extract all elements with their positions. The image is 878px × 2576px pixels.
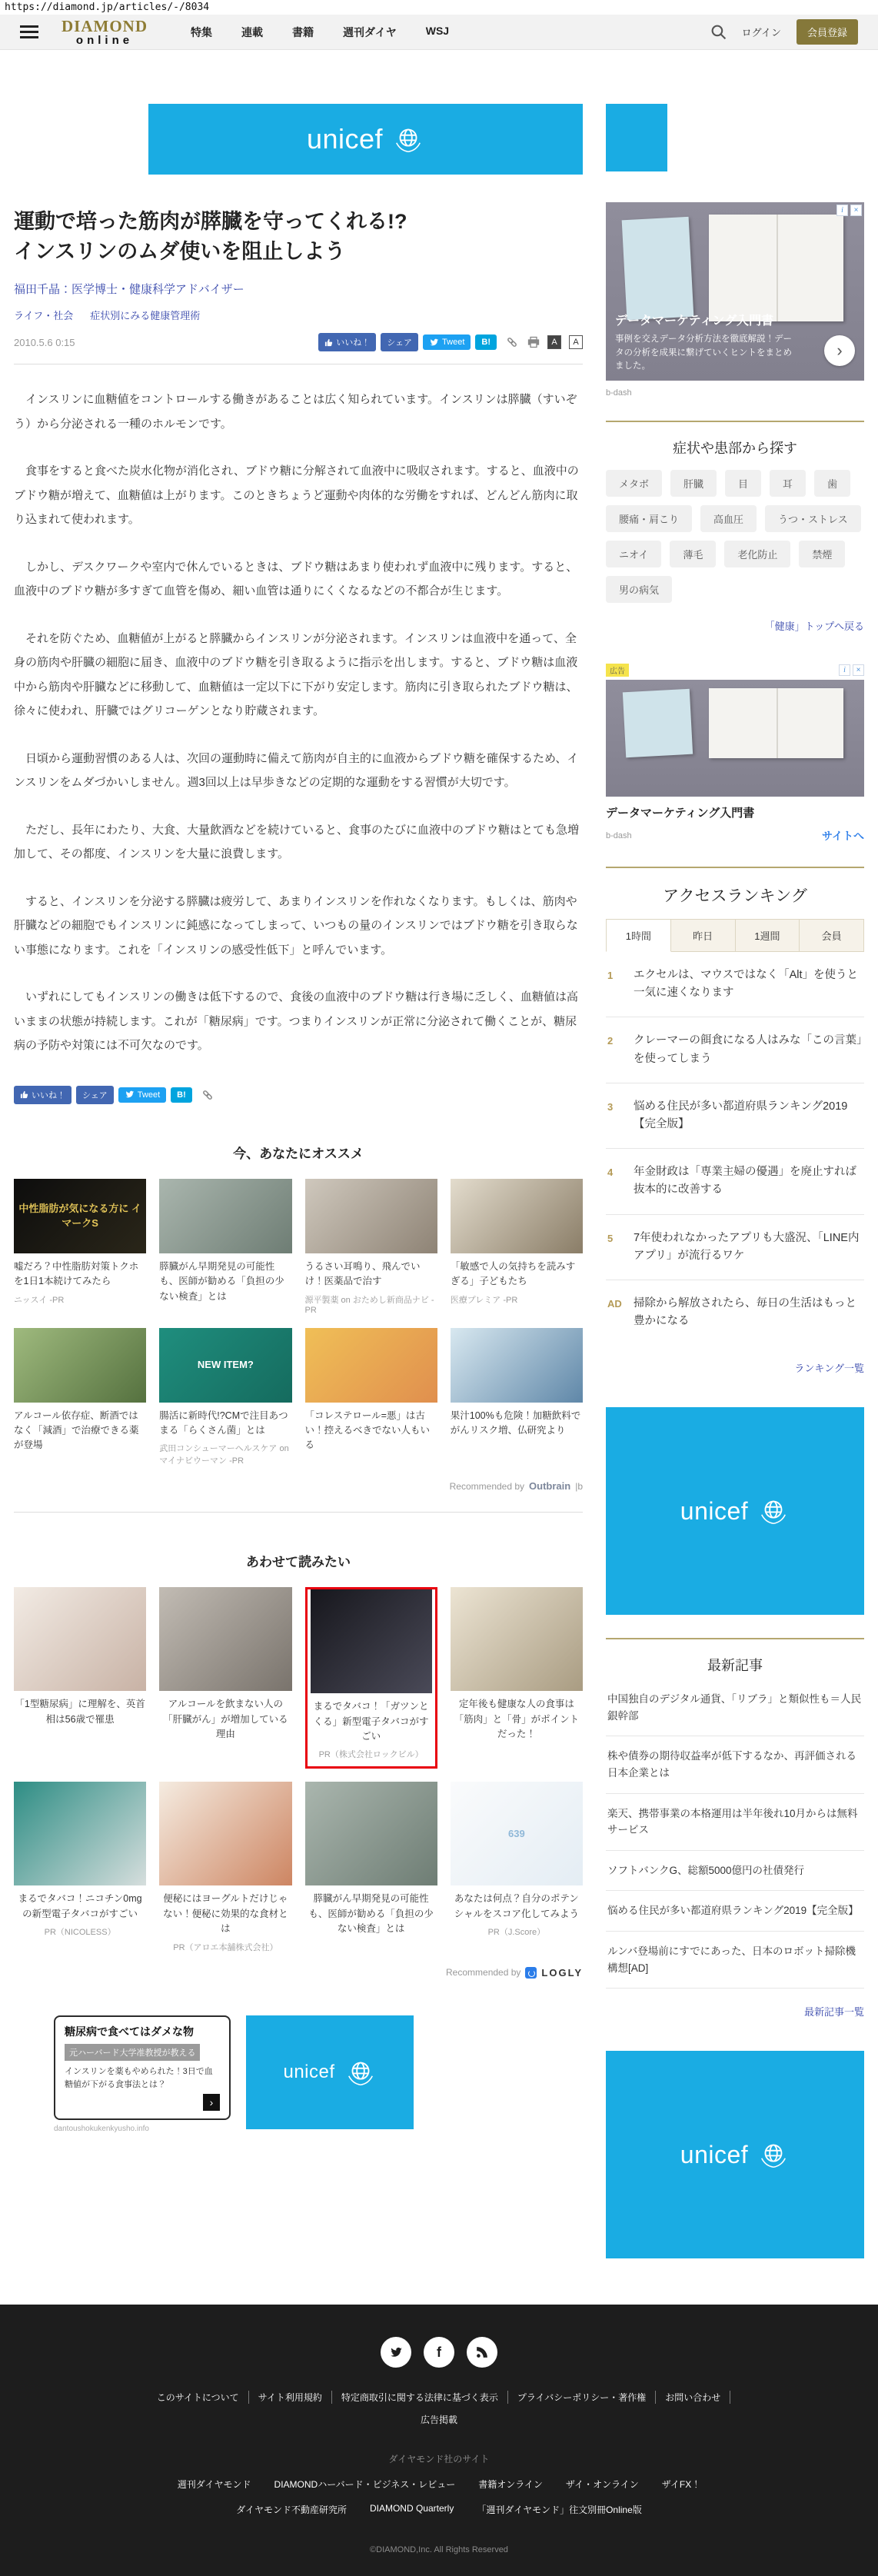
ranking-number: 2: [607, 1035, 614, 1047]
card-thumbnail: [14, 1179, 146, 1253]
ad-description: 事例を交えデータ分析方法を徹底解説！データの分析を成果に繋げていくヒントをまとめました。: [615, 334, 792, 371]
unicef-wordmark: unicef: [680, 2140, 749, 2168]
footer-link[interactable]: サイト利用規約: [249, 2391, 332, 2404]
logly-attribution[interactable]: Recommended by LOGLY: [446, 1966, 583, 1979]
ranking-number: AD: [607, 1297, 622, 1310]
sidebar: [606, 50, 864, 2258]
ad-controls: [836, 205, 862, 216]
ranking-tab[interactable]: 1週間: [736, 919, 800, 952]
card-thumbnail: [311, 1589, 432, 1693]
symptom-section-heading: 症状や患部から探す: [673, 441, 797, 456]
card-source: PR（株式会社ロックビル）: [318, 1750, 424, 1760]
sidebar-ad-data-marketing-2[interactable]: [606, 664, 864, 844]
unicef-wordmark: unicef: [306, 123, 384, 155]
card-title: 定年後も健康な人の食事は「筋肉」と「骨」がポイントだった！: [454, 1699, 580, 1740]
browser-url: https://diamond.jp/articles/-/8034: [0, 0, 878, 15]
card-thumbnail: [305, 1782, 437, 1885]
category-link-series[interactable]: 症状別にみる健康管理術: [90, 310, 201, 322]
card-image-text: [514, 1636, 520, 1642]
login-link[interactable]: ログイン: [741, 27, 781, 38]
sidebar-section-rule: [606, 421, 864, 422]
symptom-tag[interactable]: 高血圧: [700, 505, 757, 532]
ad-source: b-dash: [606, 388, 632, 398]
card-image-text: [77, 1636, 83, 1642]
card-image-text: [514, 1213, 520, 1219]
outbrain-attribution[interactable]: Recommended by Outbrain |b: [449, 1480, 583, 1493]
card-image-text: [77, 1362, 83, 1368]
ranking-title: エクセルは、マウスではなく「Alt」を使うと一気に速くなります: [634, 969, 858, 1000]
article-card[interactable]: [14, 1587, 146, 1731]
ad-close-icon[interactable]: ×: [853, 664, 864, 676]
symptom-tags: [606, 470, 864, 603]
book-cover-graphic: [622, 688, 693, 757]
recommend-cards-grid: [14, 1179, 583, 1467]
card-image-text: 中性脂肪が気になる方に イマークS: [18, 1202, 141, 1230]
card-image-text: [222, 1831, 228, 1837]
related-section-heading: あわせて読みたい: [246, 1555, 351, 1570]
tweet-button[interactable]: Tweet: [118, 1087, 166, 1103]
card-image-text: [222, 1213, 228, 1219]
ad-arrow-button[interactable]: ›: [824, 335, 855, 366]
article-card[interactable]: [305, 1328, 437, 1457]
card-title: あなたは何点？自分のポテンシャルをスコア化してみよう: [454, 1893, 579, 1919]
twitter-icon: [125, 1090, 135, 1099]
ranking-number: 1: [607, 970, 614, 981]
ranking-tab[interactable]: 1時間: [606, 919, 671, 952]
logly-icon: [525, 1967, 537, 1979]
latest-article-item[interactable]: 悩める住民が多い都道府県ランキング2019【完全版】: [606, 1891, 864, 1932]
footer-site-link[interactable]: 週刊ダイヤモンド: [177, 2479, 251, 2491]
card-title: 「敏感で人の気持ちを読みすぎる」子どもたち: [450, 1260, 576, 1287]
thumbs-up-icon: [20, 1090, 28, 1099]
twitter-icon[interactable]: [381, 2337, 411, 2368]
sidebar-ad-unicef[interactable]: [606, 1407, 864, 1615]
article-card[interactable]: [451, 1179, 583, 1306]
footer-link[interactable]: プライバシーポリシー・著作権: [508, 2391, 656, 2404]
card-title: まるでタバコ！「ガツンとくる」新型電子タバコがすごい: [313, 1701, 429, 1742]
card-title: 膵臓がん早期発見の可能性も、医師が勧める「負担の少ない検査」とは: [308, 1893, 434, 1935]
ad-image: [606, 680, 864, 797]
hatena-bookmark-button[interactable]: B!: [475, 334, 497, 350]
like-button[interactable]: いいね！: [318, 333, 376, 351]
ranking-number: 5: [607, 1232, 614, 1244]
logo-text-diamond: DIAMOND: [62, 16, 148, 35]
card-title: アルコール依存症、断酒ではなく「減酒」で治療できる薬が登場: [14, 1409, 139, 1451]
copy-link-icon[interactable]: [506, 336, 518, 348]
sidebar-section-rule: [606, 1638, 864, 1639]
ad-close-icon[interactable]: ×: [850, 205, 862, 216]
diabetes-promo-ad[interactable]: [54, 2015, 231, 2134]
symptom-tag[interactable]: 目: [725, 470, 761, 497]
symptom-tag[interactable]: 歯: [814, 470, 850, 497]
unicef-globe-icon: [344, 2056, 377, 2088]
footer-site-link[interactable]: DIAMOND Quarterly: [369, 2503, 454, 2514]
symptom-tag[interactable]: 耳: [770, 470, 806, 497]
section-separator: [14, 1512, 583, 1513]
nav-item[interactable]: 連載: [241, 25, 263, 38]
card-thumbnail: [14, 1328, 146, 1403]
unicef-wordmark: unicef: [680, 1496, 749, 1525]
card-image-text: [514, 1362, 520, 1368]
card-image-text: NEW ITEM?: [197, 1359, 254, 1371]
search-icon[interactable]: [710, 24, 727, 40]
symptom-tag[interactable]: 禁煙: [799, 541, 845, 567]
footer-site-link[interactable]: ザイFX！: [661, 2479, 701, 2491]
ad-text-overlay: [606, 305, 864, 381]
footer-sites-row-1: [0, 2478, 878, 2491]
footer-site-link[interactable]: 「週刊ダイヤモンド」往文別冊Online版: [477, 2504, 642, 2516]
latest-article-item[interactable]: 中国独自のデジタル通貨、「リブラ」と類似性も＝人民銀幹部: [606, 1679, 864, 1736]
card-image-text: [368, 1362, 374, 1368]
signup-button[interactable]: 会員登録: [797, 19, 858, 45]
article-card[interactable]: [159, 1782, 291, 1952]
ranking-title: 7年使われなかったアプリも大盛況、「LINE内アプリ」が流行るワケ: [634, 1231, 860, 1262]
rss-icon[interactable]: [467, 2337, 497, 2368]
symptom-tag[interactable]: 薄毛: [670, 541, 716, 567]
logly-logo: LOGLY: [541, 1966, 583, 1979]
article-paragraph: いずれにしてもインスリンの働きは低下するので、食後の血液中のブドウ糖は行き場に乏しく、血糖値は高いままの状態が持続します。これが「糖尿病」です。つまりインスリンが正常に分泌されて働くことが、糖尿病の予防や対策には不可欠なのです。: [14, 990, 578, 1053]
bottom-ad-row: [54, 2015, 583, 2134]
share-buttons-bottom: [14, 1086, 583, 1104]
ad-title: データマーケティング入門書: [615, 315, 774, 328]
article-paragraph: 食事をすると食べた炭水化物が消化され、ブドウ糖に分解されて血液中に吸収されます。すると、血液中のブドウ糖が増えて、血糖値は上がります。このときちょうど運動や肉体的な労働をすれば、どんどん筋肉に取り込まれて使われます。: [14, 464, 579, 527]
site-logo[interactable]: [62, 18, 148, 46]
latest-article-item[interactable]: ルンバ登場前にすでにあった、日本のロボット掃除機構想[AD]: [606, 1932, 864, 1989]
article-card[interactable]: [159, 1328, 291, 1467]
footer-link[interactable]: このサイトについて: [148, 2391, 249, 2404]
site-header: [0, 15, 878, 50]
site-footer: [0, 2305, 878, 2576]
unicef-wordmark: unicef: [283, 2061, 335, 2082]
card-source: 源平製薬 on おためし新商品ナビ -PR: [304, 1295, 434, 1315]
ad-info-icon[interactable]: i: [836, 205, 848, 216]
card-title: 膵臓がん早期発見の可能性も、医師が勧める「負担の少ない検査」とは: [159, 1260, 284, 1302]
article-card[interactable]: [14, 1179, 146, 1306]
hatena-bookmark-button[interactable]: B!: [171, 1087, 192, 1103]
article-card[interactable]: [451, 1782, 583, 1938]
main-nav: [191, 25, 449, 40]
ranking-tab[interactable]: 昨日: [671, 919, 736, 952]
promo-arrow-button[interactable]: ›: [203, 2094, 220, 2111]
header-actions: [710, 19, 858, 45]
ranking-title: 掃除から解放されたら、毎日の生活はもっと豊かになる: [634, 1296, 856, 1328]
copyright: ©DIAMOND,Inc. All Rights Reserved: [370, 2545, 508, 2555]
share-button[interactable]: シェア: [76, 1086, 114, 1104]
article-paragraph: インスリンに血糖値をコントロールする働きがあることは広く知られています。インスリンは膵臓（すいぞう）から分泌される一種のホルモンです。: [14, 393, 577, 431]
ad-source-row: [606, 828, 864, 844]
footer-site-link[interactable]: ダイヤモンド不動産研究所: [236, 2504, 347, 2516]
article-card[interactable]: [159, 1587, 291, 1746]
latest-article-item[interactable]: ソフトバンクG、総額5000億円の社債発行: [606, 1851, 864, 1892]
menu-icon[interactable]: [20, 22, 38, 42]
ranking-title: 年金財政は「専業主婦の優遇」を廃止すれば抜本的に改善する: [634, 1166, 856, 1196]
footer-link[interactable]: 広告掲載: [420, 2415, 457, 2426]
ranking-title: クレーマーの餌食になる人はみな「この言葉」を使ってしまう: [634, 1034, 863, 1065]
ad-label-row: [606, 664, 864, 677]
nav-item[interactable]: 特集: [191, 25, 212, 38]
top-ad-banner-unicef[interactable]: [148, 104, 583, 175]
card-image-text: [368, 1831, 374, 1837]
card-source: ニッスイ -PR: [14, 1295, 65, 1305]
font-size-large-button[interactable]: A: [569, 335, 583, 349]
ranking-item[interactable]: [606, 1083, 864, 1149]
ad-info-icon[interactable]: i: [839, 664, 850, 676]
article-paragraph: しかし、デスクワークや室内で休んでいるときは、ブドウ糖はあまり使われず血液中に残ります。すると、血液中のブドウ糖が多すぎて血管を傷め、細い血管は通りにくくなるなどの不都合が生じます。: [14, 560, 578, 598]
card-title: 「コレステロール=悪」は古い！控えるべきでない人もいる: [304, 1409, 431, 1451]
card-thumbnail: [159, 1179, 291, 1253]
tweet-button[interactable]: Tweet: [423, 334, 471, 350]
ranking-number: 3: [607, 1100, 614, 1113]
promo-subtitle: 元ハーバード大学准教授が教える: [65, 2044, 200, 2061]
card-title: 腸活に新時代!?CMで注目あつまる「らくさん菌」とは: [159, 1409, 288, 1436]
back-to-health-top-link[interactable]: 「健康」トップへ戻る: [764, 621, 864, 632]
card-title: うるさい耳鳴り、飛んでいけ！医薬品で治す: [304, 1260, 421, 1287]
footer-sites-row-2: [0, 2503, 878, 2516]
card-title: 便秘にはヨーグルトだけじゃない！便秘に効果的な食材とは: [163, 1893, 288, 1935]
symptom-tag[interactable]: 肝臓: [670, 470, 717, 497]
ranking-item[interactable]: [606, 1280, 864, 1345]
page-title: 運動で培った筋肉が膵臓を守ってくれる!? インスリンのムダ使いを阻止しよう: [14, 210, 407, 264]
article-card[interactable]: [159, 1179, 291, 1308]
publish-date: 2010.5.6 0:15: [14, 336, 75, 348]
main-column: [14, 50, 583, 2248]
card-thumbnail: [451, 1179, 583, 1253]
symptom-tag[interactable]: 腰痛・肩こり: [606, 505, 692, 532]
promo-description: インスリンを薬もやめられた！3日で血糖値が下がる食事法とは？: [65, 2067, 213, 2089]
sidebar-section-rule: [606, 867, 864, 868]
promo-title: 糖尿病で食べてはダメな物: [65, 2025, 194, 2038]
category-link-life[interactable]: ライフ・社会: [14, 310, 74, 322]
footer-social-row: [0, 2337, 878, 2368]
promo-domain: dantoushokukenkyusho.info: [54, 2125, 149, 2134]
ad-source: b-dash: [606, 831, 632, 840]
ranking-list: [606, 952, 864, 1345]
article-author-link[interactable]: 福田千晶：医学博士・健康科学アドバイザー: [14, 283, 244, 297]
article-paragraph: すると、インスリンを分泌する膵臓は疲労して、あまりインスリンを作れなくなります。もしくは、筋肉や肝臓などの細胞でもインスリンに鈍感になってしまって、いつもの量のインスリンではブドウ糖を引き取らない事態になります。これを「インスリンの感受性低下」と呼んでいます。: [14, 894, 578, 957]
article-card[interactable]: [305, 1587, 437, 1769]
copy-link-icon[interactable]: [201, 1089, 214, 1101]
footer-sites-heading: ダイヤモンド社のサイト: [388, 2454, 490, 2465]
card-thumbnail: [305, 1179, 437, 1253]
card-thumbnail: [159, 1587, 291, 1691]
font-size-small-button[interactable]: A: [547, 335, 561, 349]
article-card[interactable]: [14, 1782, 146, 1938]
ad-label: 広告: [606, 664, 629, 677]
article-card[interactable]: [451, 1587, 583, 1746]
card-image-text: [222, 1636, 228, 1642]
footer-links: [147, 2391, 731, 2426]
card-image-text: [77, 1831, 83, 1837]
card-thumbnail: [159, 1328, 291, 1403]
card-thumbnail: [159, 1782, 291, 1885]
article-paragraph: ただし、長年にわたり、大食、大量飲酒などを続けていると、食事のたびに血液中のブドウ糖はとても急増加して、その都度、インスリンを大量に浪費します。: [14, 823, 580, 861]
ranking-title: 悩める住民が多い都道府県ランキング2019【完全版】: [634, 1100, 848, 1130]
facebook-icon[interactable]: f: [424, 2337, 454, 2368]
article-card[interactable]: [305, 1782, 437, 1940]
nav-item[interactable]: 書籍: [292, 25, 314, 38]
footer-site-link[interactable]: 書籍オンライン: [478, 2479, 543, 2491]
card-thumbnail: [451, 1782, 583, 1885]
thumbs-up-icon: [324, 338, 333, 347]
sidebar-ad-unicef-2[interactable]: [606, 2051, 864, 2258]
article-card[interactable]: [451, 1328, 583, 1443]
ranking-item[interactable]: [606, 1017, 864, 1083]
card-source: PR（アロエ本舗株式会社）: [173, 1942, 278, 1952]
card-source: PR（NICOLESS）: [44, 1928, 116, 1938]
symptom-tag[interactable]: 男の病気: [606, 576, 672, 603]
card-image-text: [368, 1213, 374, 1219]
logo-text-online: online: [75, 33, 134, 47]
ranking-item[interactable]: [606, 1215, 864, 1280]
footer-link[interactable]: 特定商取引に関する法律に基づく表示: [332, 2391, 508, 2404]
ranking-tab[interactable]: 会員: [800, 919, 864, 952]
ranking-section-heading: アクセスランキング: [663, 887, 807, 905]
card-source: 医療プレミア -PR: [450, 1295, 518, 1305]
card-title: まるでタバコ！ニコチン0mgの新型電子タバコがすごい: [18, 1893, 142, 1919]
card-thumbnail: [451, 1328, 583, 1403]
latest-more-link[interactable]: 最新記事一覧: [803, 2006, 864, 2019]
bottom-ad-unicef[interactable]: [246, 2015, 414, 2129]
card-source: 武田コンシューマーヘルスケア on マイナビウーマン -PR: [159, 1444, 289, 1466]
unicef-globe-icon: [392, 123, 424, 155]
outbrain-logo-suffix: |b: [575, 1480, 583, 1492]
card-title: 「1型糖尿病」に理解を、英首相は56歳で罹患: [15, 1699, 145, 1725]
latest-article-item[interactable]: 楽天、携帯事業の本格運用は半年後れ10月からは無料サービス: [606, 1794, 864, 1851]
ad-source-row: [606, 388, 864, 398]
card-title: 果汁100%も危険！加糖飲料でがんリスク増、仏研究より: [450, 1409, 581, 1436]
related-cards-grid: [14, 1587, 583, 1952]
ad-title: データマーケティング入門書: [606, 807, 755, 820]
article-body: [14, 388, 583, 1058]
card-image-text: [368, 1639, 374, 1645]
latest-articles-list: [606, 1679, 864, 1989]
ranking-more-link[interactable]: ランキング一覧: [794, 1363, 864, 1375]
article-paragraph: 日頃から運動習慣のある人は、次回の運動時に備えて筋肉が自主的に血液からブドウ糖を確保するため、インスリンをムダづかいしません。週3回以上は早歩きなどの定期的な運動をする習慣が大切です。: [14, 751, 579, 790]
unicef-globe-icon: [757, 1495, 790, 1527]
symptom-tag[interactable]: 老化防止: [724, 541, 790, 567]
footer-link[interactable]: お問い合わせ: [656, 2391, 730, 2404]
ranking-tabs: [606, 919, 864, 952]
nav-item[interactable]: 週刊ダイヤ: [343, 25, 397, 38]
share-button[interactable]: シェア: [381, 333, 418, 351]
article-meta-row: [14, 333, 583, 351]
like-button[interactable]: いいね！: [14, 1086, 72, 1104]
sidebar-ad-fragment: [606, 104, 667, 171]
symptom-tag[interactable]: うつ・ストレス: [765, 505, 861, 532]
card-thumbnail: [14, 1587, 146, 1691]
outbrain-logo: Outbrain: [529, 1480, 571, 1493]
article-categories: [14, 308, 583, 322]
symptom-tag[interactable]: ニオイ: [606, 541, 661, 567]
latest-section-heading: 最新記事: [707, 1658, 763, 1674]
article-card[interactable]: [14, 1328, 146, 1457]
card-thumbnail: [14, 1782, 146, 1885]
ad-image: [606, 202, 864, 381]
card-thumbnail: [305, 1328, 437, 1403]
card-image-text: 639: [508, 1828, 525, 1840]
card-title: アルコールを飲まない人の「肝臓がん」が増加している理由: [163, 1699, 288, 1740]
card-title: 嘘だろ？中性脂肪対策トクホを1日1本続けてみたら: [14, 1260, 139, 1287]
ranking-number: 4: [607, 1167, 614, 1179]
recommend-section-heading: 今、あなたにオススメ: [233, 1146, 364, 1161]
card-thumbnail: [451, 1587, 583, 1691]
print-icon[interactable]: [527, 336, 540, 348]
promo-box[interactable]: [54, 2015, 231, 2121]
sidebar-ad-data-marketing[interactable]: [606, 202, 864, 398]
nav-item[interactable]: WSJ: [425, 24, 450, 37]
unicef-globe-icon: [757, 2138, 790, 2171]
latest-article-item[interactable]: 株や債券の期待収益率が低下するなか、再評価される日本企業とは: [606, 1736, 864, 1793]
article-card[interactable]: [305, 1179, 437, 1315]
twitter-icon: [429, 338, 439, 347]
footer-site-link[interactable]: DIAMONDハーバード・ビジネス・レビュー: [274, 2479, 456, 2491]
open-book-graphic: [709, 688, 843, 758]
ranking-item[interactable]: [606, 952, 864, 1017]
footer-site-link[interactable]: ザイ・オンライン: [565, 2479, 639, 2491]
ad-site-link[interactable]: サイトへ: [821, 830, 864, 842]
share-buttons-top: [318, 333, 583, 351]
article-paragraph: それを防ぐため、血糖値が上がると膵臓からインスリンが分泌されます。インスリンは血液中を通って、全身の筋肉や肝臓の細胞に届き、血液中のブドウ糖を引き取るように指示を出します。すると、ブドウ糖は血液中から筋肉や肝臓などに移動して、血糖値は一定以下に下がり安定します。筋肉に引き取られたブドウ糖は、徐々に使われ、肝臓ではグリコーゲンとなり貯蔵されます。: [14, 631, 578, 718]
ad-controls: [839, 664, 864, 676]
card-source: PR（J.Score）: [487, 1928, 546, 1938]
ranking-item[interactable]: [606, 1149, 864, 1214]
symptom-tag[interactable]: メタボ: [606, 470, 662, 497]
